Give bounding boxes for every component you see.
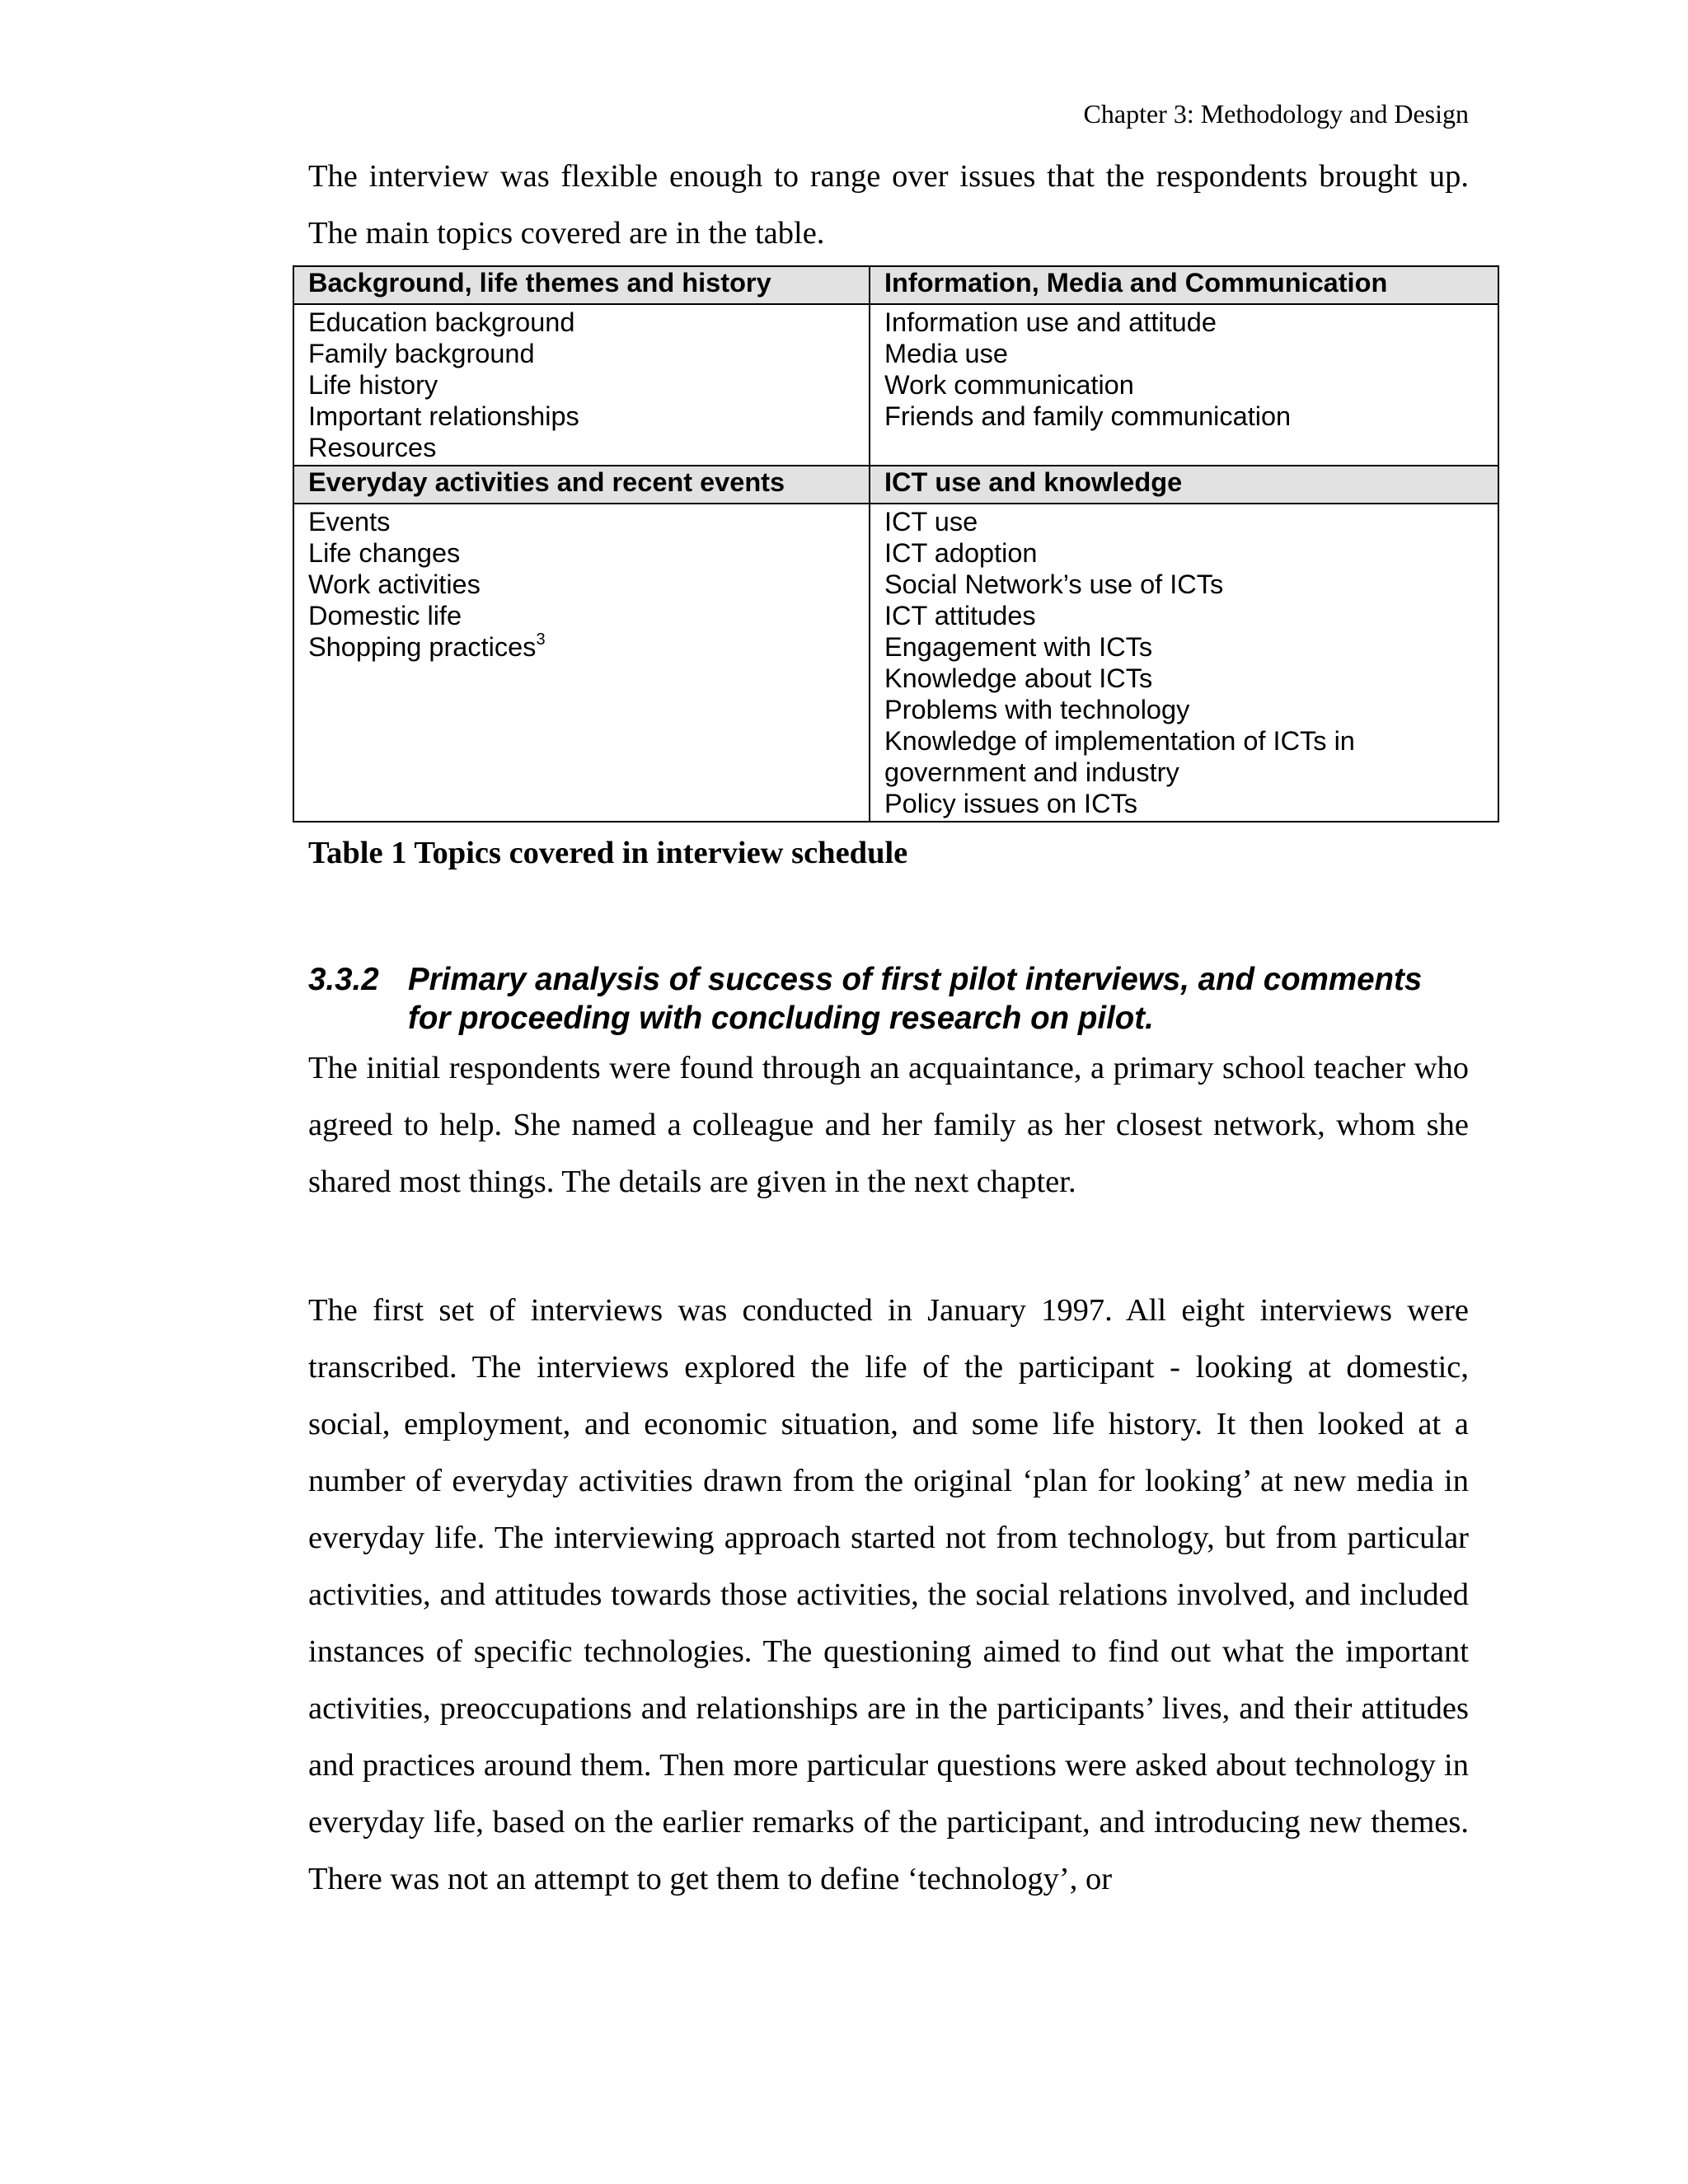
table-row (293, 504, 1498, 822)
topic-item: ICT use (884, 507, 978, 537)
topic-item: ICT attitudes (884, 601, 1036, 630)
topic-item: Important relationships (308, 401, 579, 431)
topic-item: Social Network’s use of ICTs (884, 569, 1224, 599)
table-cell (293, 304, 870, 466)
page-content (308, 148, 1469, 1896)
topic-item: Engagement with ICTs (884, 632, 1153, 662)
topic-item: ICT adoption (884, 538, 1038, 568)
table-cell (870, 304, 1498, 466)
topic-item: Events (308, 507, 391, 537)
topic-item: Education background (308, 307, 575, 337)
topic-item: Work communication (884, 370, 1134, 400)
topic-item: Friends and family communication (884, 401, 1292, 431)
table-header-cell: Background, life themes and history (293, 266, 870, 304)
topics-table (293, 265, 1499, 823)
topic-item: Family background (308, 339, 535, 368)
topic-item: Life history (308, 370, 438, 400)
table-row (293, 304, 1498, 466)
topic-item: Knowledge about ICTs (884, 663, 1153, 693)
table-cell (293, 504, 870, 822)
topic-item: Domestic life (308, 601, 462, 630)
table-header-cell: ICT use and knowledge (870, 466, 1498, 504)
topic-item: Resources (308, 433, 437, 462)
topic-item: Information use and attitude (884, 307, 1217, 337)
body-paragraph: The first set of interviews was conducted in January 1997. All eight interviews were transcribed. The interviews explored the life of the participant - looking at domestic, social, employment, and economic situation, and some life history. It then looked at a number of everyday activities drawn from the original ‘plan for looking’ at new media in everyday life. The interviewing approach started not from technology, but from particular activities, and attitudes towards those activities, the social relations involved, and included instances of specific technologies. The questioning aimed to find out what the important activities, preoccupations and relationships are in the participants’ lives, and their attitudes and practices around them. Then more particular questions were asked about technology in everyday life, based on the earlier remarks of the participant, and introducing new themes. There was not an attempt to get them to define ‘technology’, or (308, 1293, 1469, 1896)
topic-item: Knowledge of implementation of ICTs in government and industry (884, 726, 1355, 787)
topic-item: Policy issues on ICTs (884, 789, 1138, 818)
table-header-row (293, 266, 1498, 304)
topic-item: Media use (884, 339, 1008, 368)
table-caption: Table 1 Topics covered in interview schedule (308, 836, 908, 870)
intro-paragraph: The interview was flexible enough to range over issues that the respondents brought up. The main topics covered are in the table. (308, 159, 1469, 251)
table-header-cell: Information, Media and Communication (870, 266, 1498, 304)
topic-item-label: Shopping practices (308, 632, 537, 662)
section-title: Primary analysis of success of first pilot interviews, and comments for proceeding with concluding research on pilot. (408, 962, 1423, 1036)
footnote-mark[interactable]: 3 (536, 630, 546, 649)
table-header-row (293, 466, 1498, 504)
topic-item: Work activities (308, 569, 481, 599)
table-header-cell: Everyday activities and recent events (293, 466, 870, 504)
section-number: 3.3.2 (308, 962, 379, 997)
running-header: Chapter 3: Methodology and Design (1083, 99, 1469, 129)
topic-item: Life changes (308, 538, 461, 568)
body-paragraph: The initial respondents were found through an acquaintance, a primary school teacher who agreed to help. She named a colleague and her family as her closest network, whom she shared most things. The details are given in the next chapter. (308, 1051, 1469, 1199)
section-heading (308, 960, 1469, 1038)
topic-item: Problems with technology (884, 695, 1190, 724)
table-cell (870, 504, 1498, 822)
topic-item (308, 631, 856, 663)
